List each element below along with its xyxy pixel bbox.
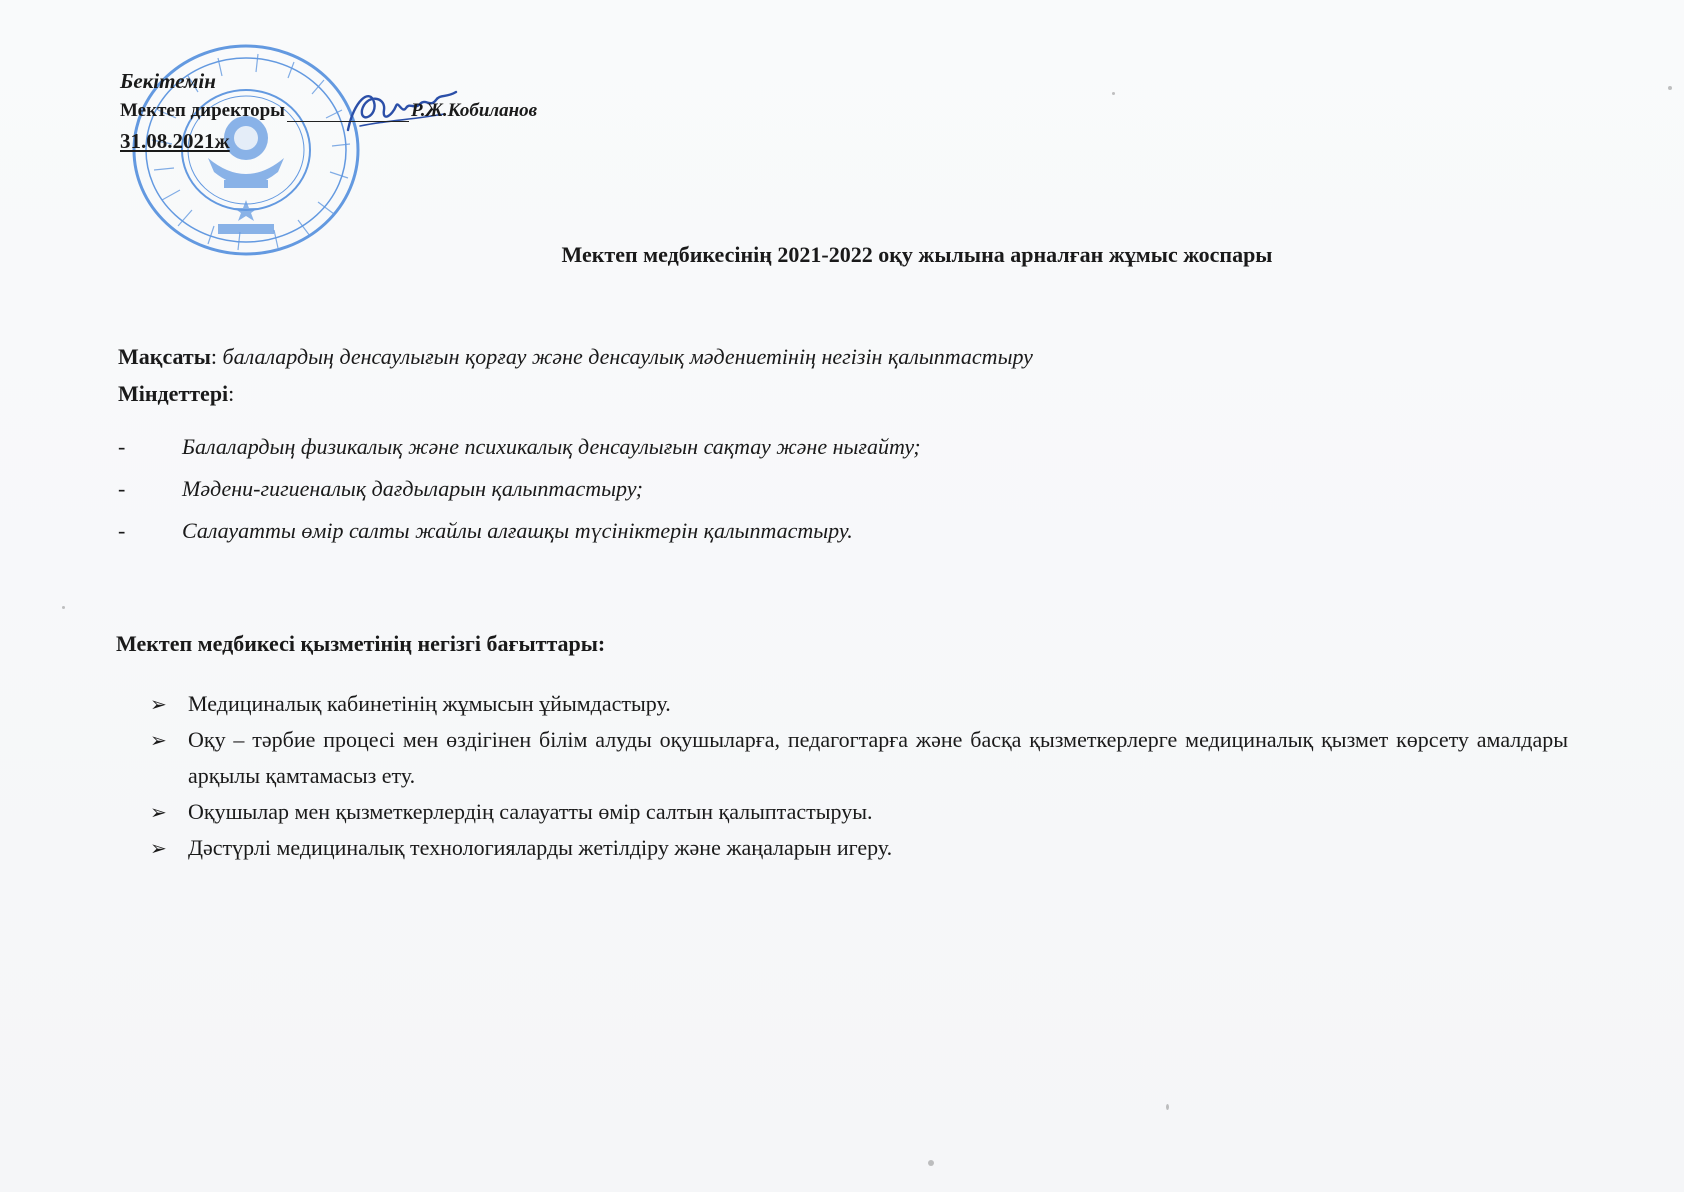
directions-list xyxy=(150,686,1568,866)
scan-speck xyxy=(1112,92,1115,95)
list-item xyxy=(150,686,1568,722)
list-item xyxy=(150,830,1568,866)
dash-bullet: - xyxy=(118,518,126,543)
arrow-bullet-icon: ➢ xyxy=(150,728,167,752)
approval-date: 31.08.2021ж xyxy=(120,129,230,153)
scan-speck xyxy=(1668,86,1672,90)
direction-text: Оқушылар мен қызметкерлердің салауатты өмір салтын қалыптастыруы. xyxy=(188,799,873,824)
arrow-bullet-icon: ➢ xyxy=(150,692,167,716)
scan-speck xyxy=(1166,1104,1169,1110)
list-item xyxy=(118,432,921,474)
scan-speck xyxy=(928,1160,934,1166)
goal-line: Мақсаты: балалардың денсаулығын қорғау және денсаулық мәдениетінің негізін қалыптастыру xyxy=(118,344,1033,369)
director-line xyxy=(120,96,537,126)
director-label: Мектеп директоры xyxy=(120,100,286,121)
dash-bullet: - xyxy=(118,476,126,501)
goal-label: Мақсаты xyxy=(118,344,211,369)
tasks-heading: Міндеттері: xyxy=(118,381,235,406)
task-text: Салауатты өмір салты жайлы алғашқы түсініктерін қалыптастыру. xyxy=(182,518,853,543)
list-item xyxy=(150,794,1568,830)
arrow-bullet-icon: ➢ xyxy=(150,836,167,860)
page-title: Мектеп медбикесінің 2021-2022 оқу жылына арналған жұмыс жоспары xyxy=(561,242,1273,267)
director-name: Р.Ж.Кобиланов xyxy=(411,100,538,121)
approval-block xyxy=(120,66,537,156)
task-text: Мәдени-гигиеналық дағдыларын қалыптастыру; xyxy=(182,476,643,501)
dash-bullet: - xyxy=(118,434,126,459)
arrow-bullet-icon: ➢ xyxy=(150,800,167,824)
direction-text: Оқу – тәрбие процесі мен өздігінен білім алуды оқушыларға, педагогтарға және басқа қызметкерлерге медициналық қызмет көрсету амалдары арқылы қамтамасыз ету. xyxy=(188,727,1568,788)
scan-speck xyxy=(62,606,65,609)
list-item xyxy=(118,516,921,558)
tasks-label: Міндеттері xyxy=(118,381,229,406)
list-item xyxy=(150,722,1568,794)
signature-line xyxy=(287,103,409,122)
task-list xyxy=(118,432,921,558)
list-item xyxy=(118,474,921,516)
approve-word: Бекітемін xyxy=(120,69,216,93)
directions-heading: Мектеп медбикесі қызметінің негізгі бағыттары: xyxy=(116,631,606,656)
task-text: Балалардың физикалық және психикалық денсаулығын сақтау және нығайту; xyxy=(182,434,921,459)
goal-text: балалардың денсаулығын қорғау және денсаулық мәдениетінің негізін қалыптастыру xyxy=(222,344,1033,369)
direction-text: Дәстүрлі медициналық технологияларды жетілдіру және жаңаларын игеру. xyxy=(188,835,893,860)
direction-text: Медициналық кабинетінің жұмысын ұйымдастыру. xyxy=(188,691,671,716)
